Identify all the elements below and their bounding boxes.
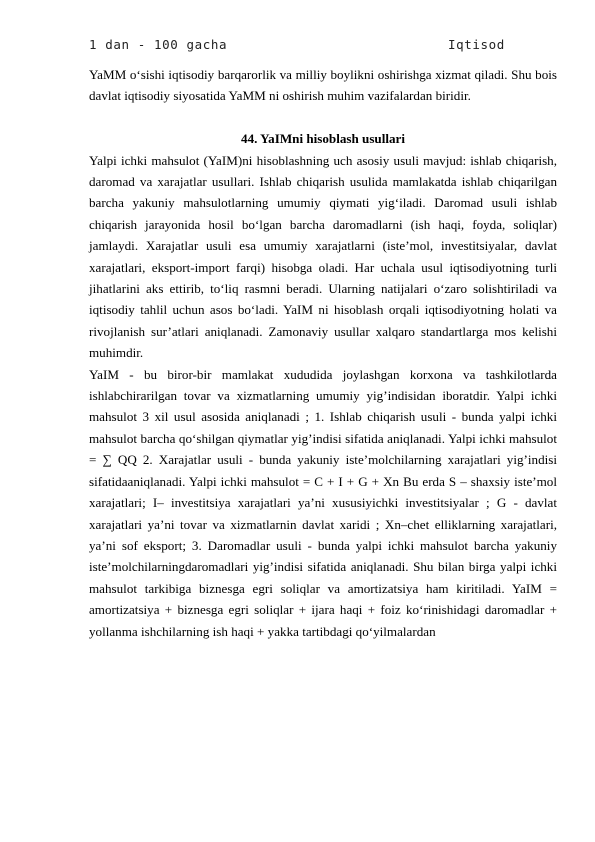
section-paragraph-2: YaIM - bu biror-bir mamlakat xududida joylashgan korxona va tashkilotlarda ishlabchirarilgan tovar va xizmatlarning umumiy yig’indisidan iboratdir. Yalpi ichki mahsulot 3 xil usul asosida aniqlanadi ; 1. Ishlab chiqarish usuli - bunda yalpi ichki mahsulot barcha qo‘shilgan qiymatlar yig’indisi sifatida aniqlanadi. Yalpi ichki mahsulot = ∑ QQ 2. Xarajatlar usuli - bunda yakuniy iste’molchilarning xarajatlari yig’indisi sifatidaaniqlanadi. Yalpi ichki mahsulot = C + I + G + Xn Bu erda S – shaxsiy iste’mol xarajatlari; I– investitsiya xarajatlari ya’ni xususiyichki investitsiyalar ; G - davlat xarajatlari ya’ni tovar va xizmatlarnin davlat xaridi ; Xn–chet elliklarning xarajatlari, ya’ni sof eksport; 3. Daromadlar usuli - bunda yalpi ichki mahsulot barcha yakuniy iste’molchilarningdaromadlari yig’indisi sifatida aniqlanadi. Shu bilan birga yalpi ichki mahsulot tarkibiga biznesga egri soliqlar va amortizatsiya ham kiritiladi. YaIM = amortizatsiya + biznesga egri soliqlar + ijara haqi + foiz ko‘rinishidagi daromadlar + yollanma ishchilarning ish haqi + yakka tartibdagi qo‘yilmalardan [89, 366, 557, 639]
section-heading: 44. YaIMni hisoblash usullari [241, 131, 405, 147]
paragraph-spacer [89, 107, 557, 128]
document-body [89, 64, 557, 642]
section-paragraph-1: Yalpi ichki mahsulot (YaIM)ni hisoblashning uch asosiy usuli mavjud: ishlab chiqarish, daromad va xarajatlar usullari. Ishlab chiqarish usulida mamlakatda ishlab chiqarilgan barcha yakuniy mahsulotlarning umumiy qiymati yig‘iladi. Daromad usuli ishlab chiqarish jarayonida hosil bo‘lgan barcha daromadlarni (ish haqi, foyda, soliqlar) jamlaydi. Xarajatlar usuli esa umumiy xarajatlarni (iste’mol, investitsiyalar, davlat xarajatlari, eksport-import farqi) hisobga oladi. Har uchala usul iqtisodiyotning turli jihatlarini aks ettirib, to‘liq rasmni beradi. Ularning natijalari o‘zaro solishtiriladi va iqtisodiy tahlil uchun asos bo‘ladi. YaIM ni hisoblash orqali iqtisodiyotning holati va rivojlanish sur’atlari aniqlanadi. Zamonaviy usullar xalqaro standartlarga mos kelishi muhimdir. [89, 152, 557, 361]
page-header [89, 37, 529, 55]
header-right-text: Iqtisod [448, 37, 505, 52]
header-left-text: 1 dan - 100 gacha [89, 37, 228, 52]
intro-paragraph: YaMM o‘sishi iqtisodiy barqarorlik va milliy boylikni oshirishga xizmat qiladi. Shu bois davlat iqtisodiy siyosatida YaMM ni oshirish muhim vazifalardan biridir. [89, 67, 557, 104]
